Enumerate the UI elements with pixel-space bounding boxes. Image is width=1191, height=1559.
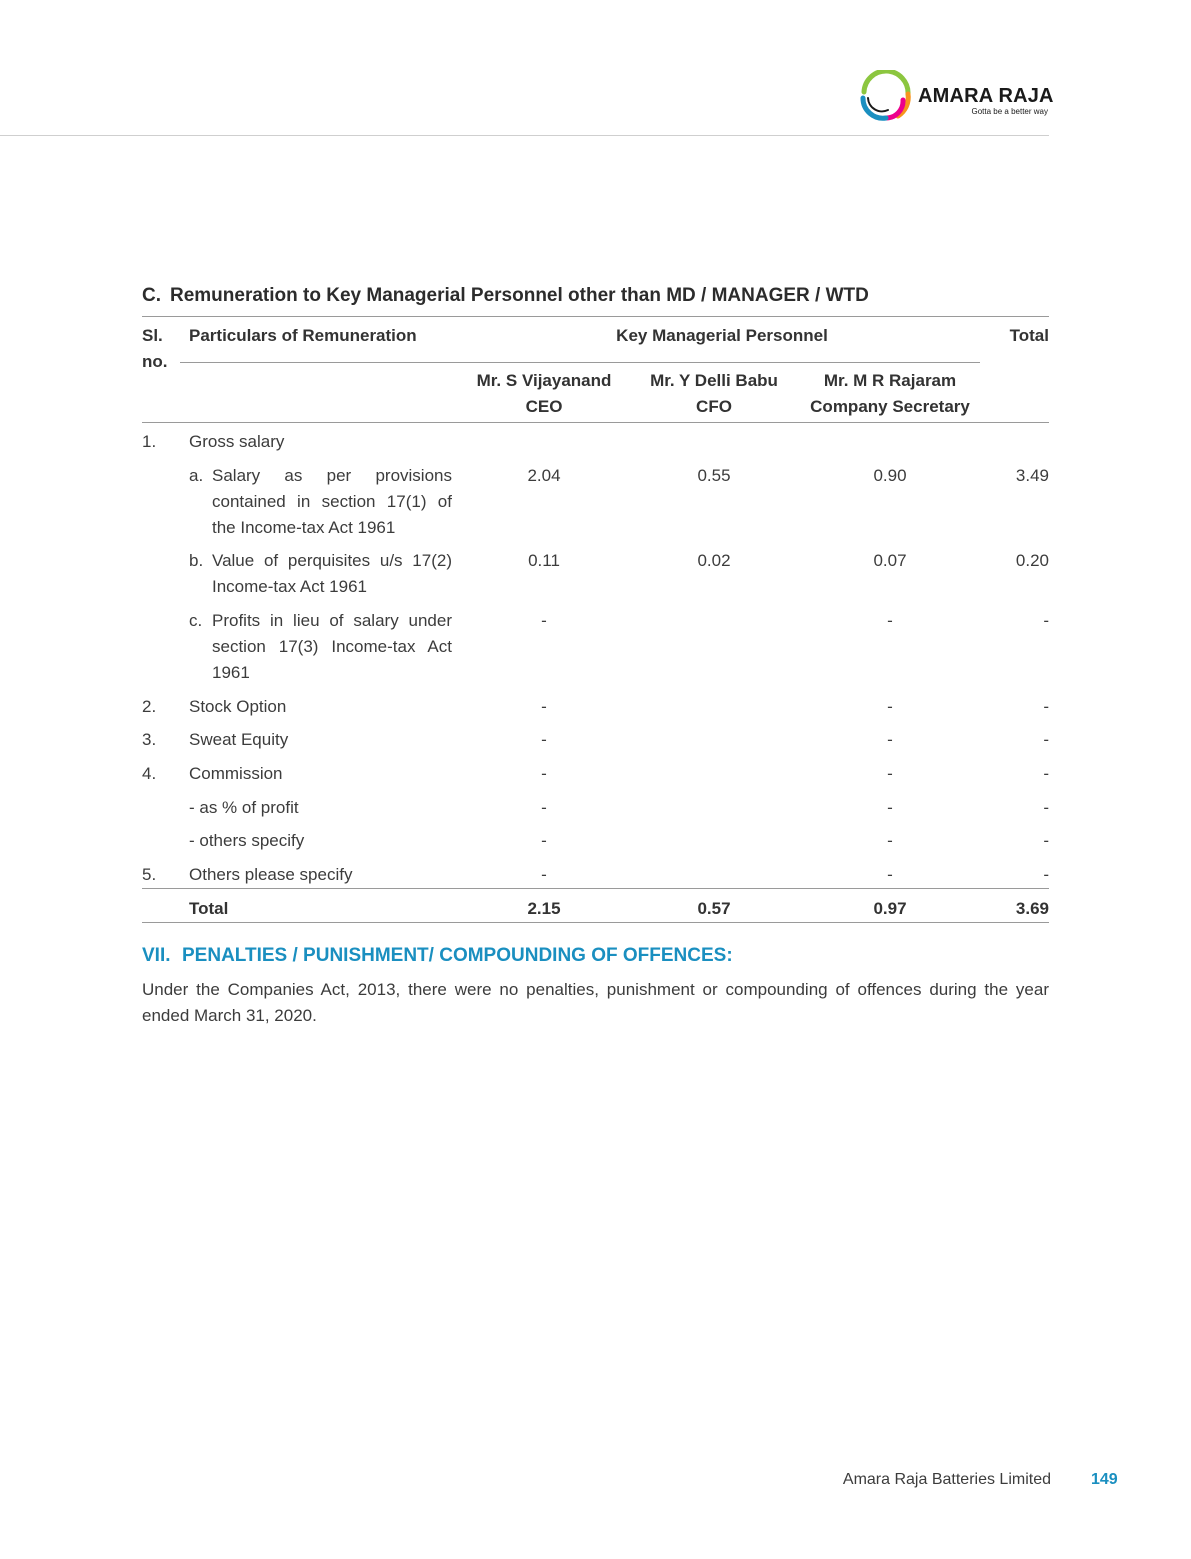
page-number: 149 (1091, 1471, 1118, 1488)
row-4b-ceo: - (541, 831, 547, 850)
section-c-heading (142, 285, 869, 307)
logo-arc-green (864, 71, 908, 94)
row-2-sl: 2. (142, 697, 157, 716)
row-a-total: 3.49 (1015, 466, 1049, 485)
company-logo (858, 70, 1058, 124)
row-4-sl: 4. (142, 764, 157, 783)
row-2-total: - (1043, 697, 1049, 716)
person-2-role: CFO (696, 397, 732, 416)
row-2-label: Stock Option (189, 697, 287, 716)
row-c-ceo: - (541, 611, 547, 630)
total-cs: 0.97 (873, 899, 907, 918)
row-4-cs: - (887, 764, 893, 783)
penalties-text: Under the Companies Act, 2013, there were no penalties, punishment or compounding of offences during the year ended March 31, 2020. (142, 980, 1049, 1025)
person-2-name: Mr. Y Delli Babu (650, 371, 778, 390)
brand-tagline: Gotta be a better way (971, 107, 1048, 116)
table-top-rule (142, 316, 1049, 317)
footer-company-name: Amara Raja Batteries Limited (842, 1471, 1051, 1488)
row-4a-cs: - (887, 798, 893, 817)
amara-raja-swirl-icon (858, 70, 914, 124)
penalties-heading (142, 945, 733, 967)
header-divider (0, 135, 1049, 136)
section-c-number: C. (142, 285, 161, 306)
person-1-role: CEO (525, 397, 563, 416)
row-a-cs: 0.90 (873, 466, 907, 485)
row-4a-ceo: - (541, 798, 547, 817)
row-b-cfo: 0.02 (697, 551, 731, 570)
header-sl-no: Sl. no. (142, 326, 168, 371)
row-3-sl: 3. (142, 730, 157, 749)
row-4a-label: - as % of profit (189, 798, 299, 817)
row-4-label: Commission (189, 764, 283, 783)
logo-arc-black (868, 98, 888, 111)
row-3-ceo: - (541, 730, 547, 749)
row-4a-total: - (1043, 798, 1049, 817)
table-bottom-rule (142, 922, 1049, 923)
row-1-sl: 1. (142, 432, 157, 451)
row-1-label: Gross salary (189, 432, 285, 451)
row-b-ceo: 0.11 (528, 551, 560, 570)
row-4b-total: - (1043, 831, 1049, 850)
row-5-label: Others please specify (189, 865, 353, 884)
total-grand: 3.69 (1015, 899, 1049, 918)
row-2-cs: - (887, 697, 893, 716)
penalties-title: PENALTIES / PUNISHMENT/ COMPOUNDING OF OFFENCES: (182, 945, 733, 966)
row-a-prefix: a. (189, 466, 204, 485)
person-1-name: Mr. S Vijayanand (476, 371, 612, 390)
header-particulars: Particulars of Remuneration (189, 326, 417, 345)
person-3-name: Mr. M R Rajaram (823, 371, 957, 390)
brand-name: AMARA RAJA (918, 85, 1054, 107)
row-5-ceo: - (541, 865, 547, 884)
row-c-cs: - (887, 611, 893, 630)
row-4-ceo: - (541, 764, 547, 783)
row-c-prefix: c. (189, 611, 203, 630)
row-5-total: - (1043, 865, 1049, 884)
row-a-cfo: 0.55 (697, 466, 731, 485)
row-4b-cs: - (887, 831, 893, 850)
row-a-label: Salary as per provisions contained in section 17(1) of the Income-tax Act 1961 (212, 466, 452, 537)
row-5-cs: - (887, 865, 893, 884)
header-kmp: Key Managerial Personnel (616, 326, 828, 345)
row-3-cs: - (887, 730, 893, 749)
header-sub-rule (180, 362, 980, 363)
row-4-total: - (1043, 764, 1049, 783)
penalties-number: VII. (142, 945, 171, 966)
row-5-sl: 5. (142, 865, 157, 884)
header-total: Total (1009, 326, 1049, 345)
person-3-role: Company Secretary (810, 397, 970, 416)
row-c-label: Profits in lieu of salary under section 17(3) Income-tax Act 1961 (212, 611, 452, 682)
total-cfo: 0.57 (697, 899, 731, 918)
header-bottom-rule (142, 422, 1049, 423)
total-top-rule (142, 888, 1049, 889)
total-ceo: 2.15 (527, 899, 561, 918)
row-3-total: - (1043, 730, 1049, 749)
row-b-prefix: b. (189, 551, 204, 570)
row-b-label: Value of perquisites u/s 17(2) Income-tax Act 1961 (212, 551, 452, 596)
row-c-total: - (1043, 611, 1049, 630)
row-b-total: 0.20 (1015, 551, 1049, 570)
row-2-ceo: - (541, 697, 547, 716)
row-b-cs: 0.07 (873, 551, 907, 570)
row-4b-label: - others specify (189, 831, 305, 850)
section-c-title: Remuneration to Key Managerial Personnel other than MD / MANAGER / WTD (170, 285, 869, 306)
total-label: Total (189, 899, 229, 918)
row-a-ceo: 2.04 (527, 466, 561, 485)
row-3-label: Sweat Equity (189, 730, 289, 749)
